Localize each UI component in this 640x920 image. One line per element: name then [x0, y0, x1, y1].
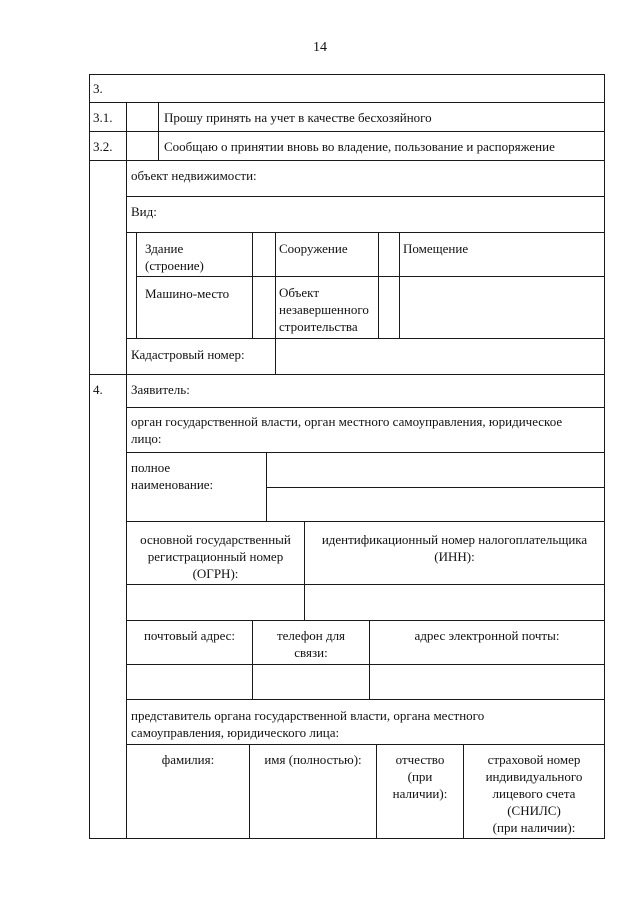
checkbox-parking-space[interactable] [127, 277, 136, 338]
cadastral-number-field[interactable] [276, 339, 604, 374]
kind-label: Вид: [131, 204, 157, 219]
email-label: адрес электронной почты: [414, 628, 560, 643]
inn-label: идентификационный номер налогоплательщика (ИНН): [321, 532, 588, 564]
section-3-2-text: Сообщаю о принятии вновь во владение, пользование и распоряжение [164, 139, 555, 154]
table-border-horizontal [126, 699, 605, 700]
table-border-horizontal [89, 160, 605, 161]
full-name-label: полное наименование: [131, 460, 214, 492]
table-border-horizontal [126, 232, 605, 233]
cadastral-number-label: Кадастровый номер: [131, 347, 245, 362]
object-label: объект недвижимости: [131, 168, 257, 183]
first-name-label: имя (полностью): [264, 752, 362, 767]
table-border-horizontal [126, 521, 605, 522]
table-border-horizontal [126, 407, 605, 408]
section-3-2-number: 3.2. [93, 139, 113, 154]
table-border-vertical [158, 102, 159, 160]
table-border-horizontal [89, 102, 605, 103]
kind-parking-space-label: Машино-место [145, 286, 230, 301]
checkbox-resume-possession[interactable] [140, 137, 151, 150]
postal-address-label: почтовый адрес: [143, 628, 236, 643]
section-3-1-text: Прошу принять на учет в качестве бесхозяйного [164, 110, 432, 125]
ogrn-field[interactable] [127, 585, 304, 620]
table-border-horizontal [126, 196, 605, 197]
postal-address-field[interactable] [127, 665, 252, 699]
applicant-label: Заявитель: [131, 382, 190, 397]
table-border-horizontal [136, 276, 605, 277]
email-field[interactable] [370, 665, 604, 699]
org-label: орган государственной власти, орган местного самоуправления, юридическое лицо: [131, 414, 563, 446]
inn-field[interactable] [305, 585, 604, 620]
full-name-field-line-1[interactable] [267, 453, 604, 487]
kind-building-label: Здание (строение) [145, 241, 204, 273]
full-name-field-line-2[interactable] [267, 488, 604, 521]
phone-field[interactable] [253, 665, 369, 699]
kind-premises-label: Помещение [403, 241, 469, 256]
table-border-horizontal [89, 374, 605, 375]
checkbox-premises[interactable] [379, 233, 399, 276]
table-border-horizontal [126, 744, 605, 745]
table-border-vertical [136, 232, 137, 338]
section-3-number: 3. [93, 81, 103, 96]
patronymic-label: отчество (при наличии): [392, 752, 448, 801]
table-border-vertical [89, 74, 90, 839]
table-border-horizontal [89, 74, 605, 75]
kind-structure-label: Сооружение [279, 241, 348, 256]
table-border-vertical [399, 232, 400, 338]
checkbox-unfinished-construction[interactable] [253, 277, 275, 338]
kind-unfinished-construction-label: Объект незавершенного строительства [279, 285, 369, 334]
table-border-horizontal [126, 620, 605, 621]
unfinished-construction-mark-cell[interactable] [379, 277, 399, 338]
checkbox-building[interactable] [127, 233, 136, 276]
table-border-vertical [126, 102, 127, 160]
ogrn-label: основной государственный регистрационный номер (ОГРН): [140, 532, 291, 581]
surname-label: фамилия: [161, 752, 215, 767]
checkbox-structure[interactable] [253, 233, 275, 276]
phone-label: телефон для связи: [276, 628, 346, 660]
table-border-horizontal [89, 838, 605, 839]
page-number: 14 [313, 40, 327, 55]
table-border-horizontal [89, 131, 605, 132]
checkbox-register-ownerless[interactable] [140, 108, 151, 121]
representative-label: представитель органа государственной власти, органа местного самоуправления, юридического лица: [131, 708, 485, 740]
section-3-1-number: 3.1. [93, 110, 113, 125]
section-4-number: 4. [93, 382, 103, 397]
snils-label: страховой номер индивидуального лицевого счета (СНИЛС) (при наличии): [485, 752, 583, 835]
table-border-vertical [604, 74, 605, 839]
